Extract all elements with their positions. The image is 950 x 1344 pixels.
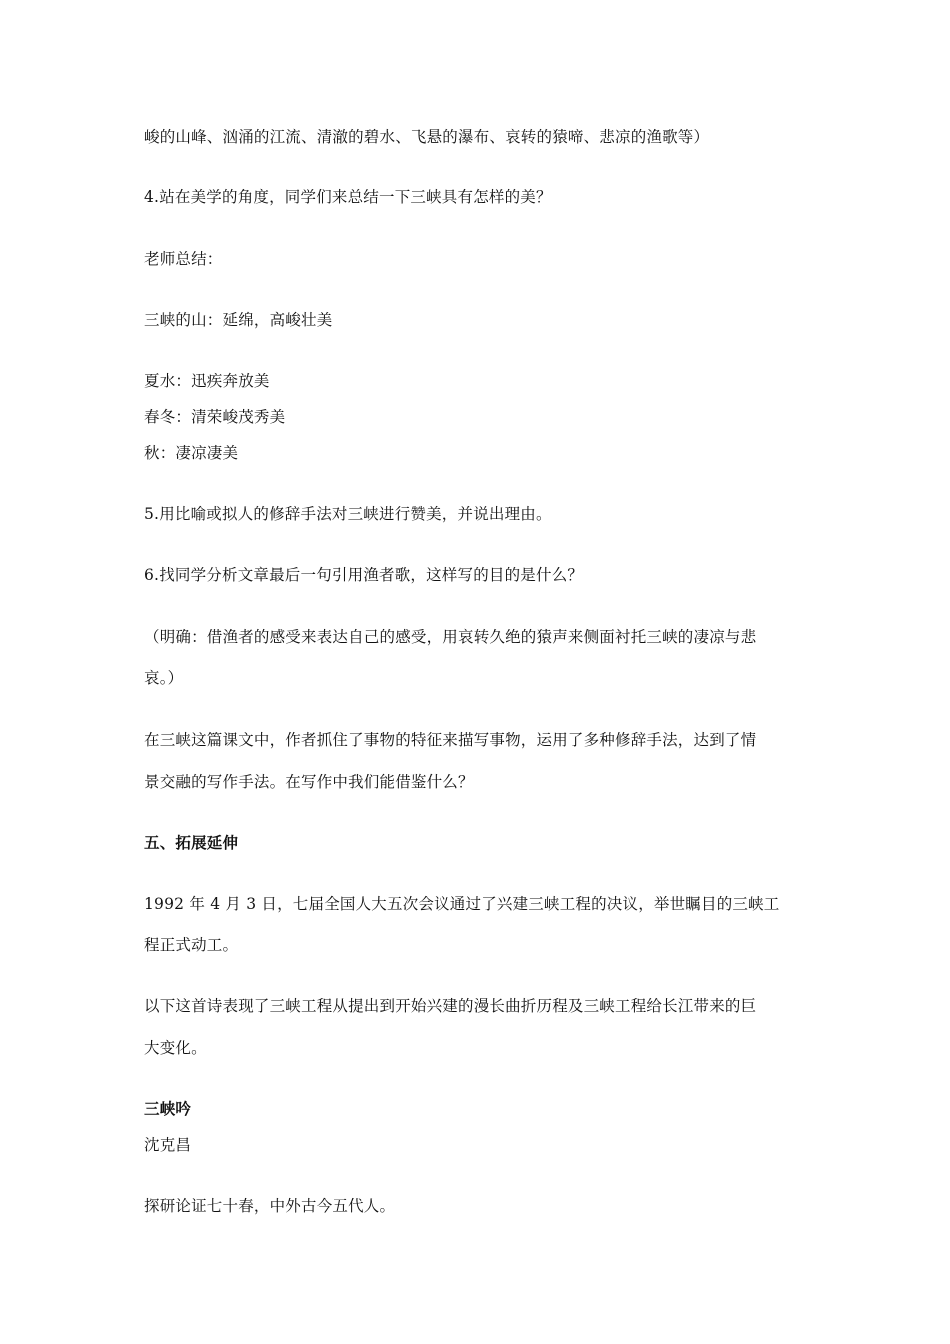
paragraph-line: 以下这首诗表现了三峡工程从提出到开始兴建的漫长曲折历程及三峡工程给长江带来的巨 xyxy=(144,997,757,1015)
paragraph-line: 程正式动工。 xyxy=(144,936,239,954)
summary-mountain: 三峡的山：延绵，高峻壮美 xyxy=(144,311,333,329)
paragraph-line: 大变化。 xyxy=(144,1039,207,1057)
answer-line-2: 哀。） xyxy=(144,669,184,687)
question-4: 4.站在美学的角度，同学们来总结一下三峡具有怎样的美？ xyxy=(144,188,552,206)
answer-line-1: （明确：借渔者的感受来表达自己的感受，用哀转久绝的猿声来侧面衬托三峡的凄凉与悲 xyxy=(144,628,757,646)
section-heading: 五、拓展延伸 xyxy=(144,833,239,852)
summary-spring-winter: 春冬：清荣峻茂秀美 xyxy=(144,408,286,426)
summary-summer: 夏水：迅疾奔放美 xyxy=(144,372,270,390)
poem-author: 沈克昌 xyxy=(144,1136,192,1154)
poem-line: 探研论证七十春，中外古今五代人。 xyxy=(144,1197,396,1215)
paragraph-line: 景交融的写作手法。在写作中我们能借鉴什么？ xyxy=(144,773,474,791)
summary-autumn: 秋：凄凉凄美 xyxy=(144,444,239,462)
poem-title: 三峡吟 xyxy=(144,1099,192,1118)
paragraph-line: 在三峡这篇课文中，作者抓住了事物的特征来描写事物，运用了多种修辞手法，达到了情 xyxy=(144,731,757,749)
teacher-summary-label: 老师总结： xyxy=(144,250,223,268)
question-5: 5.用比喻或拟人的修辞手法对三峡进行赞美，并说出理由。 xyxy=(144,505,552,523)
paragraph-line: 峻的山峰、汹涌的江流、清澈的碧水、飞悬的瀑布、哀转的猿啼、悲凉的渔歌等） xyxy=(144,128,710,146)
paragraph-line: 1992 年 4 月 3 日，七届全国人大五次会议通过了兴建三峡工程的决议，举世瞩目的三峡工 xyxy=(144,895,780,913)
question-6: 6.找同学分析文章最后一句引用渔者歌，这样写的目的是什么？ xyxy=(144,566,584,584)
